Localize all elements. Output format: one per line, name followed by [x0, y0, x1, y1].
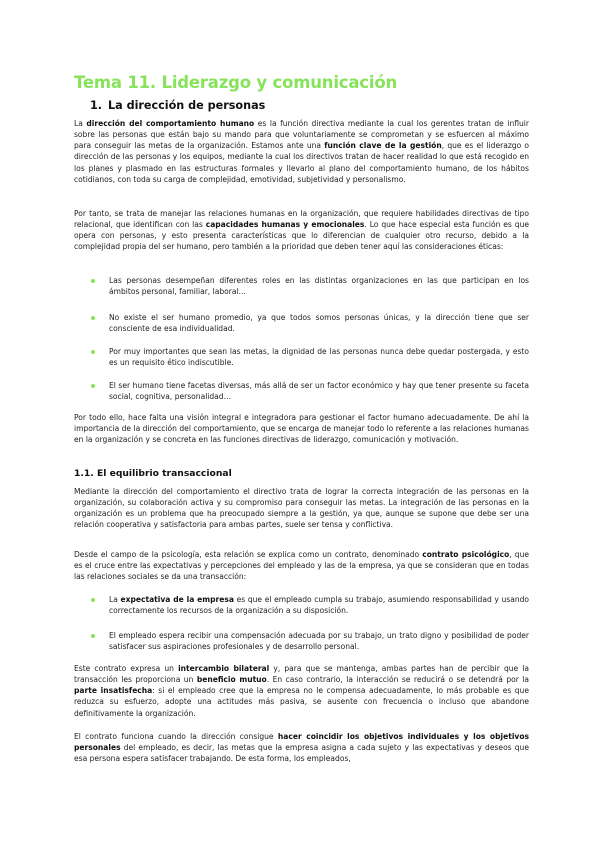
bold-term: beneficio mutuo	[196, 675, 267, 685]
paragraph-4: Mediante la dirección del comportamiento el directivo trata de lograr la correcta integración de las personas en la organización, su colaboración activa y su compromiso para conseguir las metas. La integración de las personas en la organización es un problema que ha preocupado siempre a la gestión, ya que, aunque se supone que debe ser una relación cooperativa y satisfactoria para ambas partes, suele ser tensa y conflictiva.	[74, 487, 529, 530]
list-item: La expectativa de la empresa es que el empleado cumpla su trabajo, asumiendo responsabilidad y usando correctamente los recursos de la organización a su disposición.	[91, 594, 529, 616]
bullet-icon	[91, 279, 95, 283]
bold-term: hacer coincidir los objetivos individuales y los objetivos personales	[74, 732, 529, 753]
bullet-icon	[91, 634, 95, 638]
bold-term: intercambio bilateral	[178, 664, 270, 673]
paragraph-6: Este contrato expresa un intercambio bilateral y, para que se mantenga, ambas partes han de percibir que la transacción les proporciona un beneficio mutuo. En caso contrario, la interacción se reducirá o se detendrá por la parte insatisfecha: si el empleado cree que la empresa no le compensa adecuadamente, lo más probable es que reduzca su esfuerzo, adopte una actitudes más pasiva, se ausente con frecuencia o incluso que abandone definitivamente la organización.	[74, 664, 530, 718]
paragraph-2: Por tanto, se trata de manejar las relaciones humanas en la organización, que requiere habilidades directivas de tipo relacional, que identifican con las capacidades humanas y emocionales. Lo que hace especial esta función es que opera con personas, y esto presenta características que lo diferencian de cualquier otro recurso, debido a la complejidad propia del ser humano, pero también a la prioridad que deben tener aquí las consideraciones éticas:	[74, 209, 529, 252]
bold-term: contrato psicológico	[422, 550, 510, 559]
bold-term: dirección del comportamiento humano	[86, 119, 255, 128]
paragraph-5: Desde el campo de la psicología, esta relación se explica como un contrato, denominado contrato psicológico, que es el cruce entre las expectativas y percepciones del empleado y las de la empresa, ya que se consideran que en todas las relaciones sociales se da una transacción:	[74, 550, 529, 582]
page-title: Tema 11. Liderazgo y comunicación	[74, 73, 398, 92]
list-item: Por muy importantes que sean las metas, la dignidad de las personas nunca debe quedar postergada, y esto es un requisito ético indiscutible.	[91, 346, 529, 368]
list-item: Las personas desempeñan diferentes roles en las distintas organizaciones en las que participan en los ámbitos personal, familiar, laboral…	[91, 275, 529, 297]
section-title: La dirección de personas	[108, 99, 266, 112]
section-heading	[90, 99, 265, 112]
bullet-icon	[91, 350, 95, 354]
bold-term: expectativa de la empresa	[120, 595, 234, 604]
bold-term: función clave de la gestión	[324, 141, 442, 151]
section-number: 1.	[90, 99, 103, 112]
list-item: No existe el ser humano promedio, ya que todos somos personas únicas, y la dirección tiene que ser consciente de esa individualidad.	[91, 312, 529, 334]
bullet-icon	[91, 598, 95, 602]
list-item: El empleado espera recibir una compensación adecuada por su trabajo, un trato digno y posibilidad de poder satisfacer sus aspiraciones profesionales y de desarrollo personal.	[91, 630, 529, 652]
subsection-heading: 1.1. El equilibrio transaccional	[74, 468, 232, 479]
bullet-icon	[91, 384, 95, 388]
list-item: El ser humano tiene facetas diversas, más allá de ser un factor económico y hay que tener presente su faceta social, cognitiva, personalidad…	[91, 380, 529, 402]
bold-term: parte insatisfecha	[74, 686, 153, 696]
bullet-icon	[91, 316, 95, 320]
paragraph-1: La dirección del comportamiento humano es la función directiva mediante la cual los gerentes tratan de influir sobre las personas que están bajo su mando para que voluntariamente se comprometan y se esfuercen al máximo para conseguir las metas de la organización. Estamos ante una función clave de la gestión, que es el liderazgo o dirección de las personas y los equipos, mediante la cual los directivos tratan de hacer realidad lo que está recogido en los planes y plasmado en las estructuras formales y llevarlo al plano del comportamiento humano, de los hábitos cotidianos, con toda su carga de complejidad, emotividad, subjetividad y personalismo.	[74, 119, 530, 184]
bold-term: capacidades humanas y emocionales	[205, 220, 365, 230]
paragraph-7: El contrato funciona cuando la dirección consigue hacer coincidir los objetivos individuales y los objetivos personales del empleado, es decir, las metas que la empresa asigna a cada sujeto y las expectativas y deseos que esa persona espera satisfacer trabajando. De esta forma, los empleados,	[74, 732, 529, 764]
paragraph-3: Por todo ello, hace falta una visión integral e integradora para gestionar el factor humano adecuadamente. De ahí la importancia de la dirección del comportamiento, que se encarga de manejar todo lo referente a las relaciones humanas en la organización y se concreta en las funciones directivas de liderazgo, comunicación y motivación.	[74, 413, 529, 445]
